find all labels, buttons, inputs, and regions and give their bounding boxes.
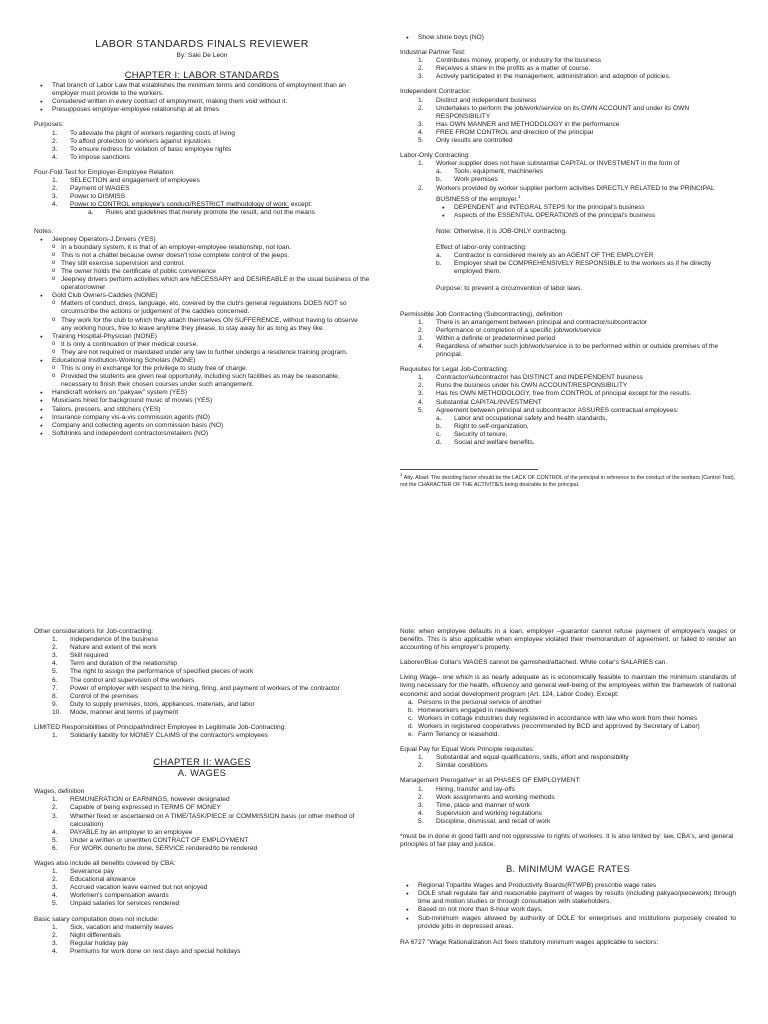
requisites-heading: Requisites for Legal Job-Contracting:: [400, 366, 509, 374]
industrial-partner-heading: Industrial Partner Test:: [400, 49, 466, 57]
list-item: o They are not required or mandated under any law to further undergo a residence training program.: [34, 349, 370, 357]
list-item: 1. Contractor/subcontractor has DISTINCT and INDEPENDENT business: [418, 374, 643, 382]
list-item: 2. Undertakes to perform the job/work/service on its OWN ACCOUNT and under its OWN RESPONSIBILITY: [418, 104, 690, 120]
list-item: 1. Severance pay: [52, 868, 114, 876]
list-item: a. Contractor is considered merely as an AGENT OF THE EMPLOYER: [436, 252, 654, 260]
training-sublist: [34, 341, 370, 357]
list-item: o In a boundary system, it is that of an employer-employee relationship, not loan.: [34, 244, 370, 252]
list-item: 5. Under a written or unwritten CONTRACT OF EMPLOYMENT: [52, 836, 249, 844]
page1-left-column: [34, 0, 370, 438]
list-item: ● Insurance company vis-a-vis commission agents (NO): [34, 414, 370, 422]
living-wage-exceptions: [400, 699, 736, 739]
list-item: a. Persons in the personal service of another: [408, 698, 542, 706]
list-item: o It is only a continuation of their medical course.: [34, 341, 370, 349]
wages-definition-list: [34, 796, 370, 853]
fourfold-test-heading: Four-Fold Test for Employer-Employee Relation: [34, 168, 174, 176]
list-item: 3. Has his OWN METHODOLOGY, free from CONTROL of principal except for the results.: [418, 390, 692, 398]
document-page-2: [0, 512, 768, 1024]
list-item: b. Work premises: [436, 176, 498, 184]
list-item: 9. Duty to supply premises, tools, appliances, materials, and labor: [52, 700, 255, 708]
list-item: 4. To impose sanctions: [52, 153, 130, 161]
list-item: 2. Night differentials: [52, 931, 121, 939]
list-item: b. Employer shall be COMPREHENSIVELY RESPONSIBLE to the workers as if he directly employed them.: [436, 260, 712, 276]
list-item: ● Gold Club Owners-Caddies (NONE): [34, 292, 370, 300]
list-item: 6. For WORK done/to be done, SERVICE rendered/to be rendered: [52, 844, 258, 852]
list-item: 2. Runs the business under his OWN ACCOUNT/RESPONSIBILITY: [418, 382, 628, 390]
loan-default-note: Note: when employee defaults in a loan, employer –guarantor cannot refuse payment of employee's wages or benefits. This is also applicable when employee violated their memorandum of agreement, or failed to render an accounting of his employer's property.: [400, 628, 736, 652]
page2-right-column: [400, 512, 736, 947]
jeepney-sublist: [34, 244, 370, 293]
fourfold-test-list: [34, 177, 370, 209]
list-item: 4. Regardless of whether such job/work/service is to be performed within or outside premises of the principal.: [418, 343, 719, 359]
equal-pay-list: [400, 754, 736, 770]
list-item: 2. Similar conditions: [418, 762, 488, 770]
list-item: o Provided the students are given real opportunity, including such facilities as may be reasonable, necessary to finish their chosen courses under such arrangement.: [34, 373, 370, 389]
list-item: o They still exercise supervision and control.: [34, 260, 370, 268]
list-item: 3. To ensure redress for violation of basic employee rights: [52, 145, 232, 153]
list-item: 4. Substantial CAPITAL/INVESTMENT: [418, 398, 542, 406]
list-item: 2. Educational allowance: [52, 876, 136, 884]
list-item: 4. Premiums for work done on rest days and special holidays: [52, 947, 241, 955]
laborer-wages-note: Laborer/Blue Collar's WAGES cannot be garnished/attached. White collar's SALARIES can.: [400, 659, 668, 667]
chapter-2-heading: CHAPTER II: WAGES: [153, 756, 251, 768]
list-item: ● Educational Institution-Working Scholars (NONE): [34, 357, 370, 365]
industrial-partner-list: [400, 57, 736, 81]
list-item: 2. Work assignments and working methods: [418, 793, 555, 801]
list-item: o The owner holds the certificate of public convenience: [34, 268, 370, 276]
list-item: o This is not a chattel because owner doesn't lose complete control of the jeeps.: [34, 252, 370, 260]
misc-bullet-list: [34, 389, 370, 438]
list-item: 4. FREE FROM CONTROL and direction of the principal: [418, 128, 593, 136]
list-item: 4. Term and duration of the relationship: [52, 660, 178, 668]
list-item: 1. Solidarily liability for MONEY CLAIMS of the contractor's employees: [52, 732, 268, 740]
educ-sublist: [34, 365, 370, 389]
list-item: 5. The right to assign the performance of specified pieces of work: [52, 668, 254, 676]
list-item: 2. Payment of WAGES: [52, 185, 130, 193]
list-item: 3. Power to DISMISS: [52, 193, 125, 201]
list-item: 3. Actively participated in the management, administration and adoption of policies.: [418, 73, 671, 81]
list-item: ● Tailors, pressers, and stitchers (YES): [34, 406, 370, 414]
footnote-ref: 1: [518, 193, 521, 199]
purposes-list: [34, 130, 370, 162]
list-item: 5. Unpaid salaries for services rendered: [52, 900, 180, 908]
list-item: a. Tools, equipment, machineries: [436, 168, 544, 176]
basic-salary-heading: Basic salary computation does not include:: [34, 915, 159, 923]
job-only-note: Note: Otherwise, it is JOB-ONLY contracting.: [436, 228, 567, 236]
permissible-contracting-list: [400, 319, 736, 359]
labor-only-contracting-heading: Labor-Only Contracting:: [400, 152, 471, 160]
training-list: [34, 333, 370, 341]
list-item: c. Workers in cottage industries duly registered in accordance with law who work from their homes: [408, 714, 698, 722]
effect-heading: Effect of labor-only contracting:: [436, 244, 527, 252]
list-item: 4. PAYABLE by an employer to an employee: [52, 828, 193, 836]
list-item: 1. There is an arrangement between principal and contractor/subcontractor: [418, 318, 648, 326]
list-item: 2. Nature and extent of the work: [52, 644, 157, 652]
list-item: ● Considered written in every contract of employment, making them void without it.: [34, 98, 370, 106]
list-item: ● Handicraft workers on "pakyaw" system (YES): [34, 389, 370, 397]
page1-right-column: [400, 0, 736, 489]
list-item: 1. REMUNERATION or EARNINGS, however designated: [52, 796, 230, 804]
golf-list: [34, 292, 370, 300]
list-item: ● DEPENDENT and INTEGRAL STEPS for the principal's business: [400, 204, 736, 212]
effect-list: [400, 252, 736, 276]
cba-benefits-list: [34, 868, 370, 908]
list-item: a. Rules and guidelines that merely promote the result, and not the means: [88, 209, 315, 217]
golf-sublist: [34, 300, 370, 332]
page2-left-column: [34, 512, 370, 956]
notes-list: [34, 236, 370, 244]
list-item: e. Farm Tenancy or leasehold.: [408, 731, 500, 739]
list-item: 5. Discipline, dismissal, and recall of work: [418, 817, 551, 825]
other-considerations-heading: Other considerations for Job-contracting:: [34, 628, 154, 635]
list-item: ● Jeepney Operators-J.Drivers (YES): [34, 236, 370, 244]
list-item: ● Based on not more than 8-hour work days.: [400, 906, 736, 914]
independent-contractor-list: [400, 97, 736, 146]
minimum-wage-list: [400, 882, 736, 931]
equal-pay-heading: Equal Pay for Equal Work Principle requisites:: [400, 746, 535, 754]
list-item: ● That branch of Labor Law that establishes the minimum terms and conditions of employment than an employer must provide to the workers.: [34, 82, 370, 98]
list-item: 3. Regular holiday pay: [52, 939, 129, 947]
limited-responsibilities-list: [34, 732, 370, 740]
management-prerogative-note: *must be in done in good faith and not oppressive to rights of workers. It is also limited by: law, CBA's, and general principles of fair play and justice.: [400, 832, 734, 849]
list-item: b. Right to self-organization,: [436, 422, 529, 430]
permissible-contracting-heading: Permissible Job Contracting (Subcontracting), definition: [400, 310, 563, 318]
list-item: 3. Within a definite or predetermined period: [418, 334, 556, 342]
purposes-heading: Purposes:: [34, 121, 64, 129]
show-shine-list: [400, 34, 736, 42]
list-item: ● Training Hospital-Physician (NONE): [34, 333, 370, 341]
educ-list: [34, 357, 370, 365]
list-item: ● DOLE shall regulate fair and reasonable payment of wages by results (including pakyao/piecework) through time and motion studies or through consultation with stakeholders.: [400, 890, 736, 906]
list-item: ● Aspects of the ESSENTIAL OPERATIONS of the principal's business: [400, 212, 736, 220]
list-item: d. Social and welfare benefits.: [436, 439, 535, 447]
list-item: 3. Whether fixed or ascertained on A TIME/TASK/PIECE or COMMISSION basis (or other method of calculation): [52, 812, 355, 828]
list-item: ● Musicians hired for background music of movies (YES): [34, 397, 370, 405]
list-item: 4. Workmen's compensation awards: [52, 892, 169, 900]
wages-definition-heading: Wages, definition: [34, 788, 85, 796]
list-item: 4. Supervision and working regulations: [418, 809, 542, 817]
list-item: 2. To afford protection to workers against injustices: [52, 137, 211, 145]
document-title: LABOR STANDARDS FINALS REVIEWER: [95, 38, 309, 50]
other-considerations-list: [34, 636, 370, 717]
fourfold-exception-list: [34, 209, 370, 217]
requisites-sublist: [400, 415, 736, 447]
list-item: ● Show shine boys (NO): [400, 34, 736, 42]
notes-heading: Notes:: [34, 227, 54, 235]
intro-bullet-list: [34, 82, 370, 114]
list-item: 1. Substantial and equal qualifications, skills, effort and responsibility: [418, 754, 629, 762]
list-item: ● Softdrinks and independent contractors/retailers (NO): [34, 430, 370, 438]
list-item: b. Homeworkers engaged in needlework: [408, 706, 529, 714]
labor-only-list: [400, 160, 736, 168]
living-wage-definition: Living Wage– one which is as nearly adequate as is economically feasible to maintain the minimum standards of living necessary for the health, efficiency and general well-being of the employees within the framework of national economic and social development program (Art. 124, Labor Code). Except:: [400, 674, 736, 698]
list-item: 1. Distinct and independent business: [418, 96, 537, 104]
footnote: $^1$ Atty. Abad: The deciding factor should be the LACK OF CONTROL of the principal in reference to the conduct of the workers (Control Test), not the CHARACTER OF THE ACTIVITIES being desirable to the principal.: [400, 472, 736, 488]
list-item: 3. Accrued vacation leave earned but not enjoyed: [52, 884, 208, 892]
list-item: 1. Independence of the business: [52, 636, 158, 644]
list-item: ● Company and collecting agents on commission basis (NO): [34, 422, 370, 430]
list-item: ● Sub-minimum wages allowed by authority of DOLE for enterprises and institutions purposely created to provide jobs in depressed areas.: [400, 915, 736, 931]
labor-only-list-2: [400, 185, 736, 204]
list-item: 2. Receives a share in the profits as a matter of course.: [418, 65, 591, 73]
list-item: 7. Power of employer with respect to the hiring, firing, and payment of workers of the contractor: [52, 684, 340, 692]
list-item: 4. Power to CONTROL employee's conduct/RESTRICT methodology of work: except:: [52, 201, 313, 209]
list-item: 8. Control of the premises: [52, 692, 139, 700]
list-item: 2. Performance or completion of a specific job/work/service: [418, 326, 601, 334]
list-item: 5. Only results are controlled: [418, 137, 513, 145]
management-prerogative-list: [400, 786, 736, 826]
labor-only-bullets: [400, 204, 736, 220]
limited-responsibilities-heading: LIMITED Responsibilities of Principal/Indirect Employee in Legitimate Job-Contracting:: [34, 724, 287, 732]
labor-only-sublist: [400, 168, 736, 184]
list-item: 3. Has OWN MANNER and METHODOLOGY in the performance: [418, 120, 620, 128]
management-prerogative-heading: Management Prerogative* in all PHASES OF EMPLOYMENT:: [400, 777, 581, 785]
list-item: 1. To alleviate the plight of workers regarding costs of living: [52, 129, 235, 137]
list-item: 1. Hiring, transfer and lay-offs: [418, 785, 516, 793]
list-item: 2. Workers provided by worker supplier perform activities DIRECTLY RELATED to the PRINCIPAL BUSINESS of the employer.$^1$: [418, 184, 715, 203]
footnote-mark: 1: [400, 472, 403, 478]
list-item: 1. Sick, vacation and maternity leaves: [52, 923, 174, 931]
ra-6727-line: RA 6727 "Wage Rationalization Act fixes statutory minimum wages applicable to sectors:: [400, 938, 659, 946]
list-item: 1. Worker supplier does not have substantial CAPITAL or INVESTMENT in the form of: [418, 160, 680, 168]
list-item: o They work for the club to which they attach themselves ON SUFFERENCE, without having to observe any working hours, free to leave anytime they please, to stay away for as long as they like.: [34, 317, 370, 333]
list-item: 3. Skill required: [52, 652, 109, 660]
list-item: 5. Agreement between principal and subcontractor ASSURES contractual employees:: [418, 406, 679, 414]
list-item: ● Presupposes employer-employee relationship at all times: [34, 106, 370, 114]
cba-benefits-heading: Wages also include all benefits covered by CBA:: [34, 859, 176, 867]
list-item: ● Regional Tripartite Wages and Productivity Boards(RTWPB) prescribe wage rates: [400, 882, 736, 890]
minimum-wage-heading: B. MINIMUM WAGE RATES: [505, 863, 630, 875]
basic-salary-list: [34, 924, 370, 956]
list-item: d. Workers in registered cooperatives (recommended by BCD and approved by Secretary of Labor): [408, 722, 700, 730]
author-byline: By: Saki De Leon: [176, 52, 228, 59]
requisites-list: [400, 374, 736, 414]
list-item: o Jeepney drivers perform activities which are NECESSARY and DESIREABLE in the usual business of the operator/owner: [34, 276, 370, 292]
list-item: c. Security of tenure,: [436, 430, 508, 438]
footnote-divider: [400, 469, 538, 470]
list-item: 1. Contributes money, property, or industry for the business: [418, 57, 602, 65]
list-item: o This is only in exchange for the privilege to study free of charge.: [34, 365, 370, 373]
list-item: 2. Capable of being expressed in TERMS OF MONEY: [52, 804, 221, 812]
purpose-line: Purpose: to prevent a circumvention of labor laws.: [436, 284, 583, 292]
list-item: 6. The control and supervision of the workers: [52, 676, 195, 684]
list-item: a. Labor and occupational safety and health standards,: [436, 414, 608, 422]
independent-contractor-heading: Independent Contractor:: [400, 88, 472, 96]
chapter-1-heading: CHAPTER I: LABOR STANDARDS: [124, 69, 280, 81]
list-item: 1. SELECTION and engagement of employees: [52, 177, 200, 185]
list-item: 3. Time, place and manner of work: [418, 801, 530, 809]
list-item: o Matters of conduct, dress, language, etc. covered by the club's general regulations DOES NOT so circumscribe the actions or judgement of the caddies concerned.: [34, 300, 370, 316]
list-item: 10. Mode, manner and terms of payment: [52, 708, 179, 716]
wages-section-heading: A. WAGES: [177, 767, 227, 779]
